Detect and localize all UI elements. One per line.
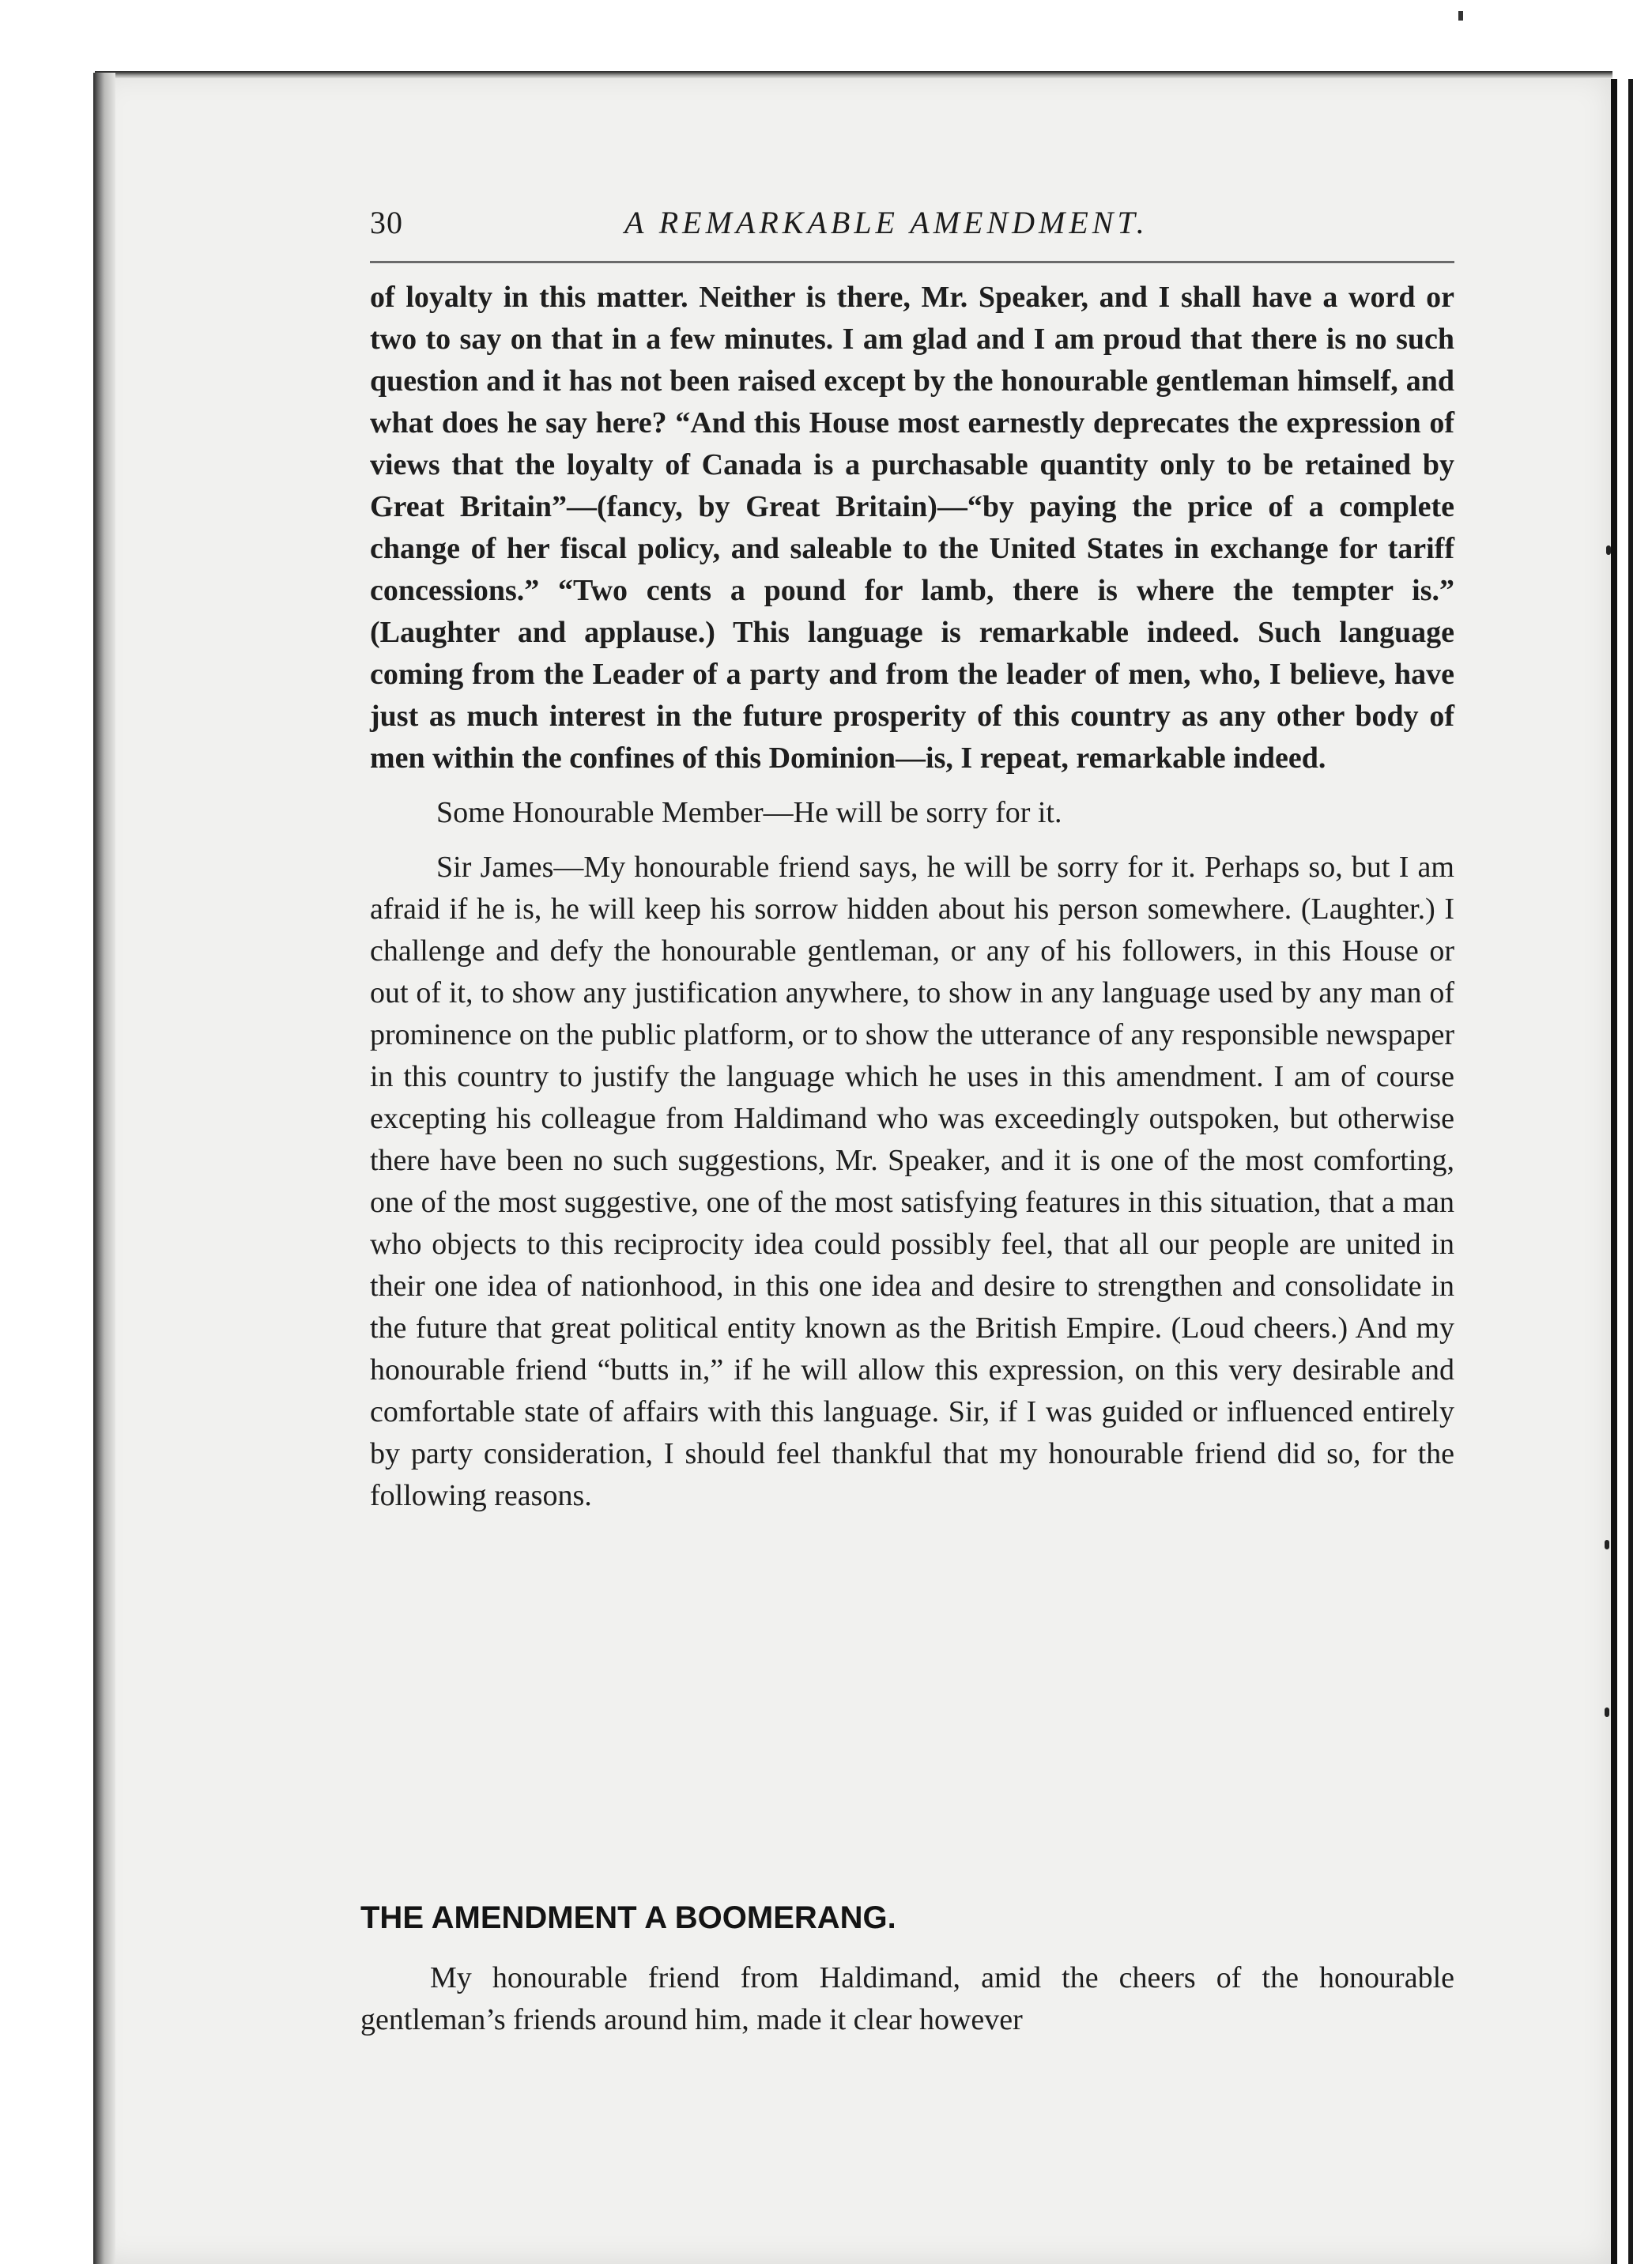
page-left-edge-shadow xyxy=(93,73,115,2264)
page-top-edge-shadow xyxy=(95,71,1612,79)
page-header xyxy=(370,204,1454,255)
margin-mark xyxy=(1605,1707,1609,1717)
paragraph-haldimand: My honourable friend from Haldimand, amid the cheers of the honourable gentleman’s friends around him, made it clear however xyxy=(360,1961,1454,2036)
margin-mark xyxy=(1606,545,1611,555)
body-text xyxy=(370,277,1454,1517)
scan-speck xyxy=(1458,11,1463,21)
body-text-continued xyxy=(360,1957,1454,2041)
header-rule xyxy=(370,261,1454,263)
running-title: A REMARKABLE AMENDMENT. xyxy=(624,205,1148,240)
scan-right-border xyxy=(1611,79,1617,2264)
section-heading: THE AMENDMENT A BOOMERANG. xyxy=(360,1900,896,1935)
paragraph-sir-james: Sir James—My honourable friend says, he will be sorry for it. Perhaps so, but I am afraid if he is, he will keep his sorrow hidden about his person somewhere. (Laughter.) I challenge and defy the honourable gentleman, or any of his followers, in this House or out of it, to show any justification anywhere, to show in any language used by any man of prominence on the public platform, or to show the utterance of any responsible newspaper in this country to justify the language which he uses in this amendment. I am of course excepting his colleague from Haldimand who was exceedingly outspoken, but otherwise there have been no such suggestions, Mr. Speaker, and it is one of the most comforting, one of the most suggestive, one of the most satisfying features in this situation, that a man who objects to this reciprocity idea could possibly feel, that all our people are united in their one idea of nationhood, in this one idea and desire to strengthen and consolidate in the future that great political entity known as the British Empire. (Loud cheers.) And my honourable friend “butts in,” if he will allow this expression, on this very desirable and comfortable state of affairs with this language. Sir, if I was guided or influenced entirely by party consideration, I should feel thankful that my honourable friend did so, for the following reasons. xyxy=(370,851,1454,1512)
margin-mark xyxy=(1605,1540,1609,1549)
paragraph-loyalty: of loyalty in this matter. Neither is there, Mr. Speaker, and I shall have a word or two to say on that in a few minutes. I am glad and I am proud that there is no such question and it has not been raised except by the honourable gentleman himself, and what does he say here? “And this House most earnestly deprecates the expression of views that the loyalty of Canada is a purchasable quantity only to be retained by Great Britain”—(fancy, by Great Britain)—“by paying the price of a complete change of her fiscal policy, and saleable to the United States in exchange for tariff concessions.” “Two cents a pound for lamb, there is where the tempter is.” (Laughter and applause.) This language is remarkable indeed. Such language coming from the Leader of a party and from the leader of men, who, I believe, have just as much interest in the future prosperity of this country as any other body of men within the confines of this Dominion—is, I repeat, remarkable indeed. xyxy=(370,281,1454,775)
scan-right-stripe xyxy=(1628,79,1633,2264)
page-number: 30 xyxy=(370,205,403,240)
paragraph-interjection: Some Honourable Member—He will be sorry for it. xyxy=(436,796,1062,829)
